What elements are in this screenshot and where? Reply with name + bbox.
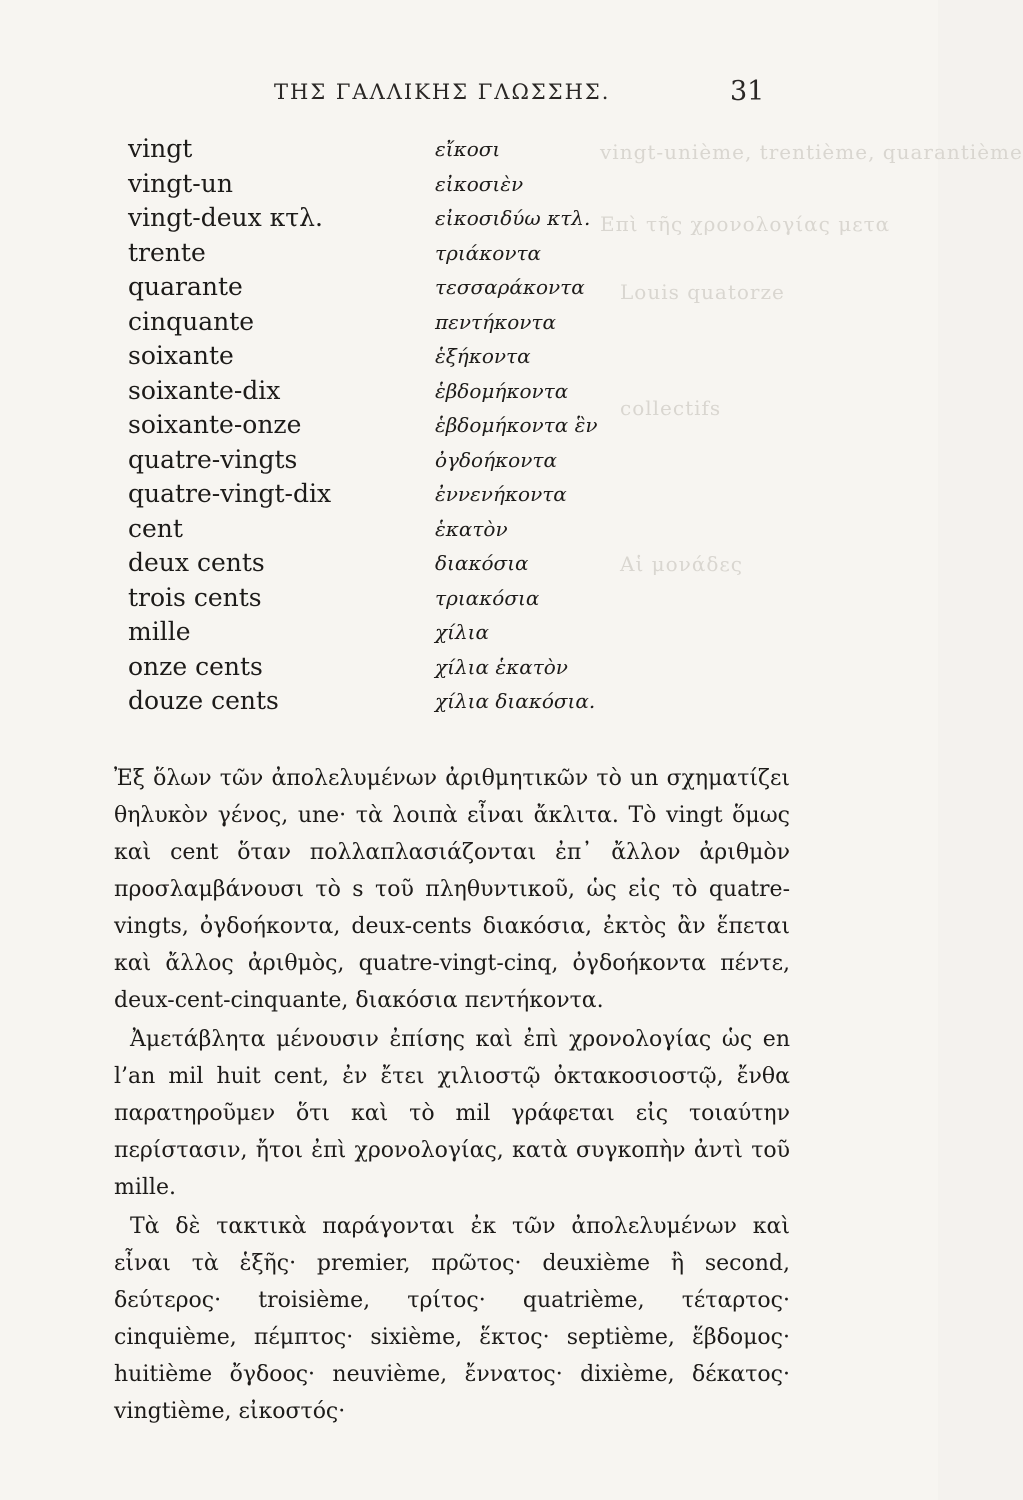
greek-numeral: εἰκοσιὲν <box>435 171 524 196</box>
numeral-row <box>128 546 828 581</box>
numeral-row <box>128 684 828 719</box>
body-text <box>114 760 790 1432</box>
french-numeral: vingt-deux κτλ. <box>128 203 323 232</box>
greek-numeral: διακόσια <box>435 551 529 575</box>
french-numeral: cinquante <box>128 306 255 336</box>
french-numeral: soixante <box>128 341 234 370</box>
numeral-row <box>128 408 828 443</box>
page-number: 31 <box>730 76 765 107</box>
numeral-row <box>128 339 828 374</box>
numeral-row <box>128 270 828 305</box>
french-numeral: soixante-dix <box>128 375 281 405</box>
greek-numeral: ἑκατὸν <box>435 516 508 541</box>
numeral-row <box>128 132 828 167</box>
numeral-row <box>128 443 828 478</box>
greek-numeral: εἰκοσιδύω κτλ. <box>435 206 591 230</box>
french-numeral: cent <box>128 513 183 543</box>
french-numeral: vingt-un <box>128 168 233 198</box>
french-numeral: trente <box>128 237 206 267</box>
numeral-row <box>128 581 828 616</box>
french-numeral: quatre-vingt-dix <box>128 479 332 508</box>
paragraph: Ἀμετάβλητα μένουσιν ἐπίσης καὶ ἐπὶ χρονολογίας ὡς en l’an mil huit cent, ἐν ἔτει χιλιοστῷ ὀκτακοσιοστῷ, ἔνθα παρατηροῦμεν ὅτι καὶ τὸ mil γράφεται εἰς τοιαύτην περίστασιν, ἤτοι ἐπὶ χρονολογίας, κατὰ συγκοπὴν ἀντὶ τοῦ mille. <box>114 1027 790 1200</box>
page-header <box>0 76 938 116</box>
greek-numeral: χίλια ἑκατὸν <box>435 654 568 679</box>
greek-numeral: τεσσαράκοντα <box>435 275 585 299</box>
greek-numeral: εἴκοσι <box>435 137 501 161</box>
greek-numeral: τριακόσια <box>435 585 540 610</box>
numeral-row <box>128 650 828 685</box>
show-through-text: Αἱ μονάδες <box>620 552 743 576</box>
french-numeral: mille <box>128 617 191 646</box>
numeral-row <box>128 305 828 340</box>
numeral-row <box>128 167 828 202</box>
greek-numeral: χίλια <box>435 620 489 644</box>
show-through-text: Επὶ τῆς χρονολογίας μετα <box>600 212 891 236</box>
french-numeral: douze cents <box>128 686 279 715</box>
french-numeral: quarante <box>128 272 243 301</box>
greek-numeral: τριάκοντα <box>435 240 542 265</box>
show-through-text: vingt-unième, trentième, quarantième <box>600 140 1023 164</box>
numeral-row <box>128 374 828 409</box>
show-through-text: Louis quatorze <box>620 280 785 304</box>
greek-numeral: ὀγδοήκοντα <box>435 447 557 472</box>
numeral-row <box>128 477 828 512</box>
french-numeral: deux cents <box>128 548 265 577</box>
paragraph: Τὰ δὲ τακτικὰ παράγονται ἐκ τῶν ἀπολελυμένων καὶ εἶναι τὰ ἑξῆς· premier, πρῶτος· deuxième ἢ second, δεύτερος· troisième, τρίτος· quatrième, τέταρτος· cinquième, πέμπτος· sixième, ἕκτος· septième, ἕβδομος· huitième ὄγδοος· neuvième, ἔννατος· dixième, δέκατος· vingtième, εἰκοστός· <box>114 1214 790 1424</box>
paragraph: Ἐξ ὅλων τῶν ἀπολελυμένων ἀριθμητικῶν τὸ un σχηματίζει θηλυκὸν γένος, une· τὰ λοιπὰ εἶναι ἄκλιτα. Τὸ vingt ὅμως καὶ cent ὅταν πολλαπλασιάζονται ἐπ᾽ ἄλλον ἀριθμὸν προσλαμβάνουσι τὸ s τοῦ πληθυντικοῦ, ὡς εἰς τὸ quatre-vingts, ὀγδοήκοντα, deux-cents διακόσια, ἐκτὸς ἂν ἕπεται καὶ ἄλλος ἀριθμὸς, quatre-vingt-cinq, ὀγδοήκοντα πέντε, deux-cent-cinquante, διακόσια πεντήκοντα. <box>114 766 790 1013</box>
greek-numeral: χίλια διακόσια. <box>435 689 596 713</box>
show-through-text: collectifs <box>620 396 722 420</box>
running-head: ΤΗΣ ΓΑΛΛΙΚΗΣ ΓΛΩΣΣΗΣ. <box>274 80 611 104</box>
greek-numeral: ἑβδομήκοντα <box>435 378 569 403</box>
numeral-row <box>128 236 828 271</box>
greek-numeral: πεντήκοντα <box>435 309 556 334</box>
french-numeral: vingt <box>128 134 193 163</box>
french-numeral: trois cents <box>128 582 262 612</box>
french-numeral: soixante-onze <box>128 410 302 439</box>
french-numeral: onze cents <box>128 651 263 681</box>
numeral-row <box>128 201 828 236</box>
numeral-row <box>128 615 828 650</box>
greek-numeral: ἑξήκοντα <box>435 344 531 368</box>
greek-numeral: ἑβδομήκοντα ἓν <box>435 413 598 437</box>
french-numeral: quatre-vingts <box>128 444 298 474</box>
greek-numeral: ἐννενήκοντα <box>435 482 567 506</box>
numeral-row <box>128 512 828 547</box>
numeral-table <box>128 132 828 719</box>
